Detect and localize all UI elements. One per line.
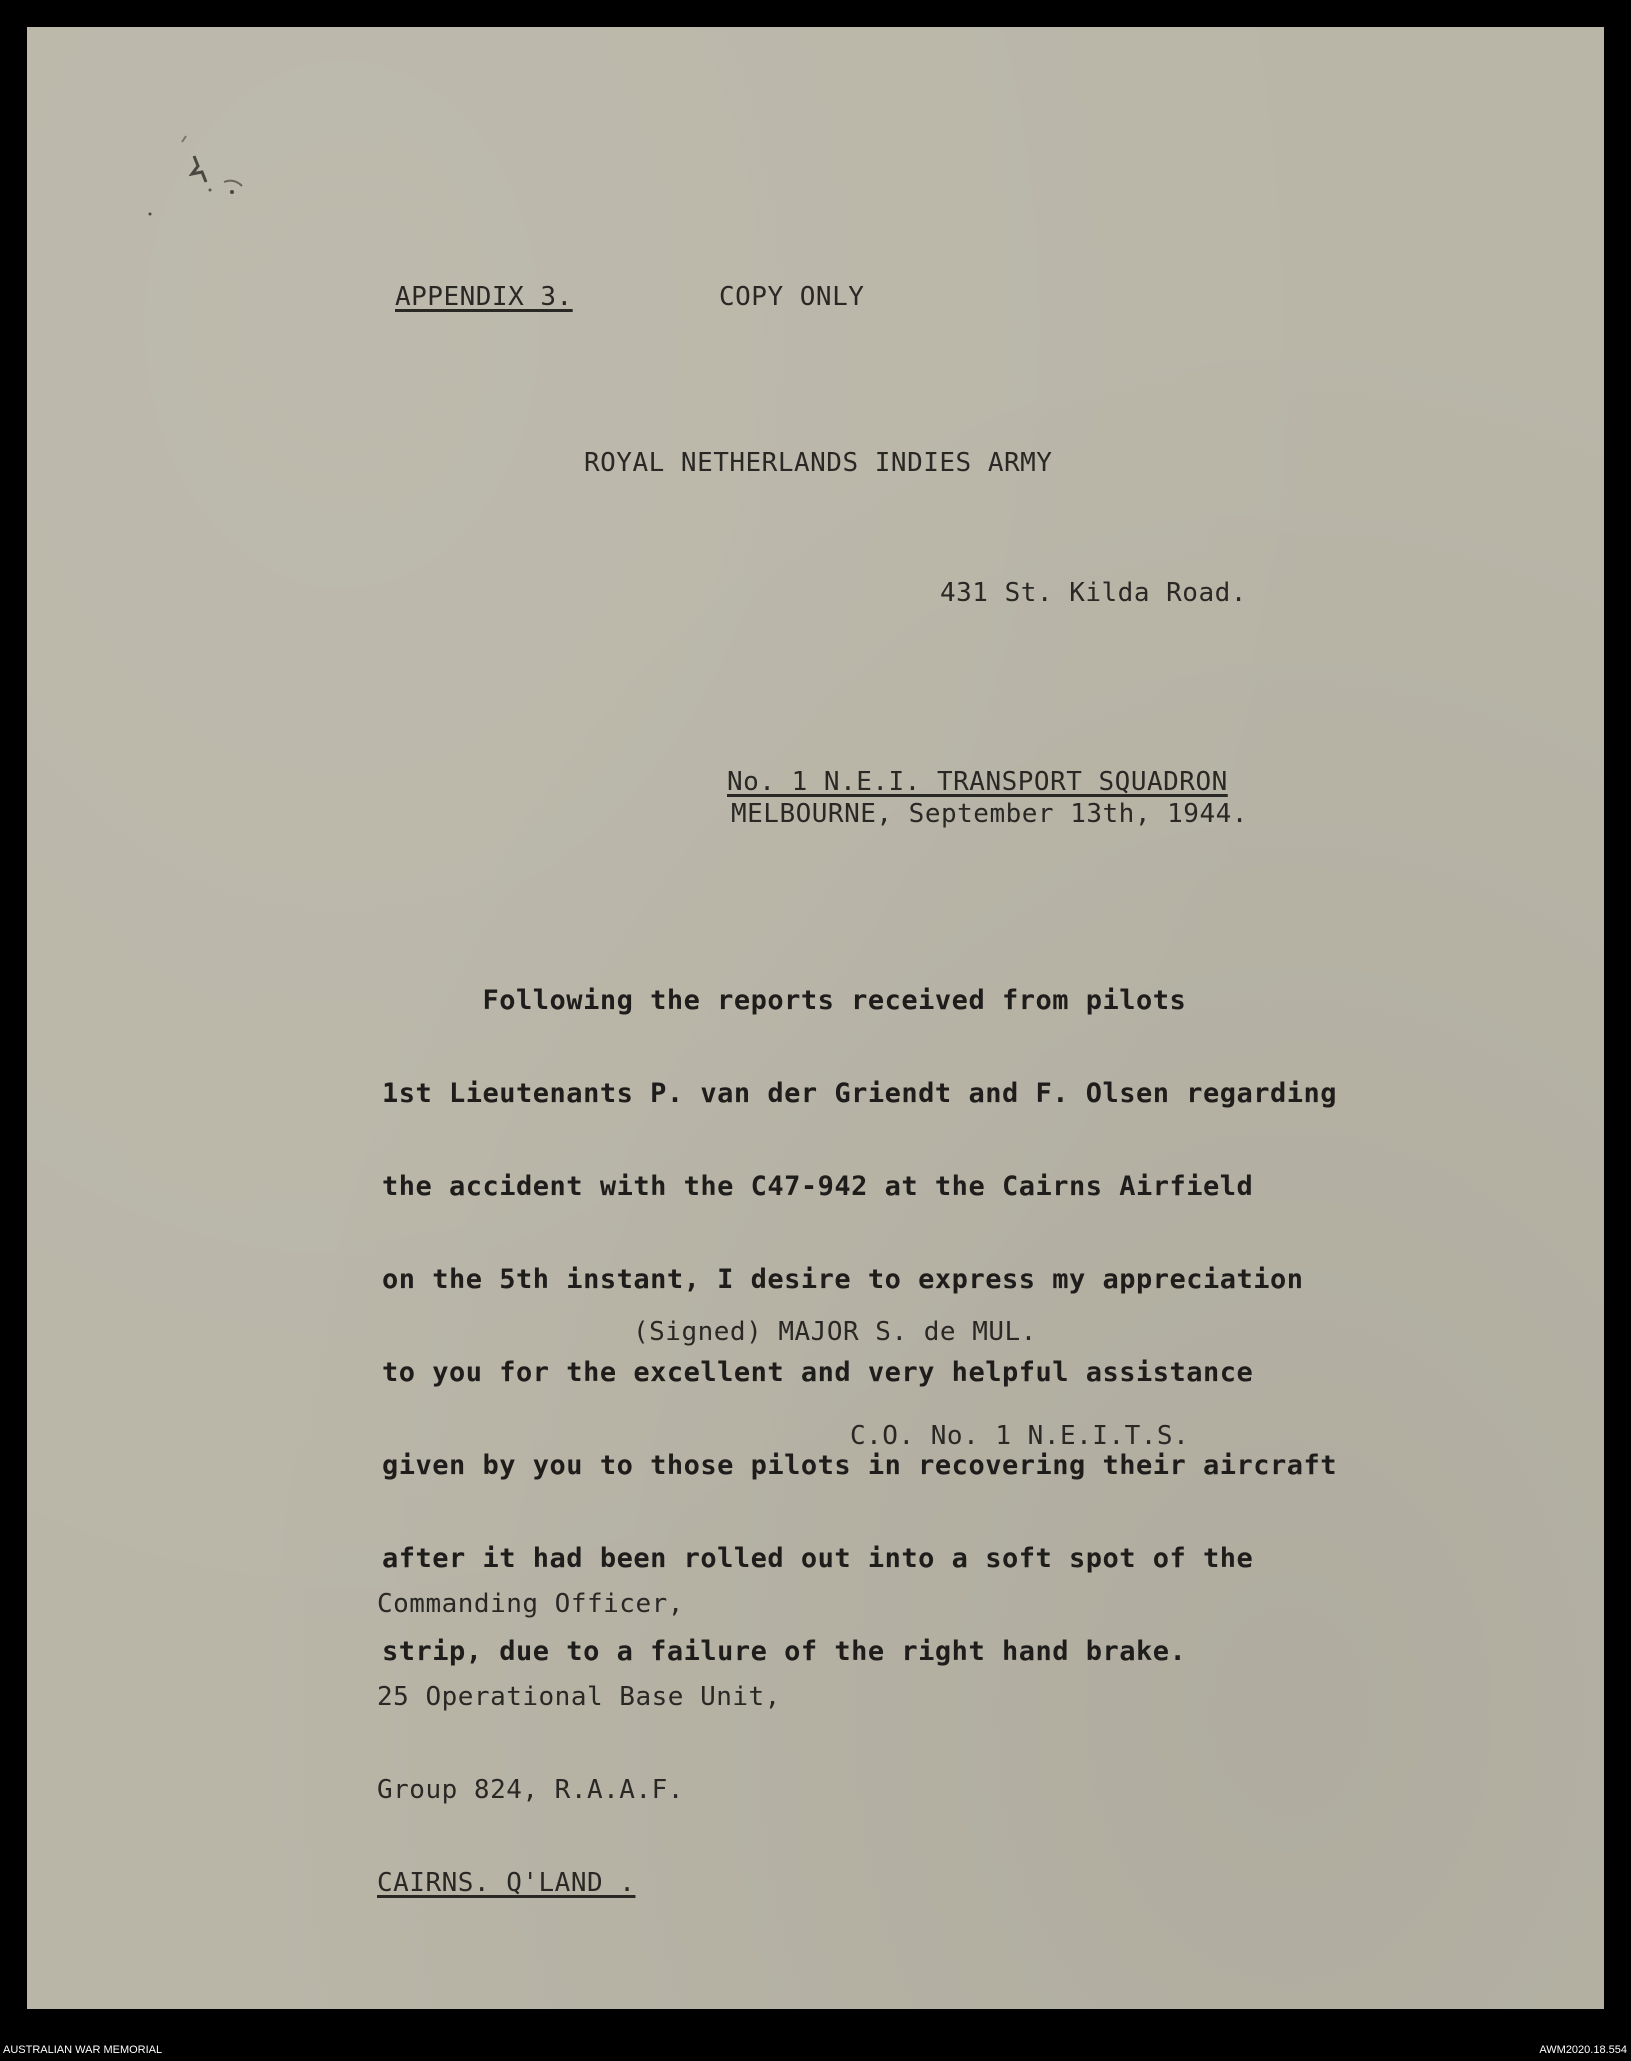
archive-name: AUSTRALIAN WAR MEMORIAL — [3, 2044, 163, 2056]
appendix-label: APPENDIX 3. — [395, 282, 573, 312]
addressee-block — [377, 1527, 781, 1961]
squadron-line: No. 1 N.E.I. TRANSPORT SQUADRON — [727, 767, 1228, 797]
body-line: on the 5th instant, I desire to express my appreciation — [382, 1264, 1304, 1295]
place-date-line: MELBOURNE, September 13th, 1944. — [731, 799, 1248, 829]
addressee-line: Group 824, R.A.A.F. — [377, 1775, 684, 1805]
body-line: strip, due to a failure of the right hand brake. — [382, 1636, 1187, 1667]
paper-damage-mark — [122, 122, 272, 222]
body-line: given by you to those pilots in recovering their aircraft — [382, 1450, 1338, 1481]
sender-address: 431 St. Kilda Road. — [940, 578, 1247, 608]
organisation-heading: ROYAL NETHERLANDS INDIES ARMY — [584, 448, 1053, 478]
document-page — [27, 27, 1604, 2009]
body-line: 1st Lieutenants P. van der Griendt and F. Olsen regarding — [382, 1078, 1338, 1109]
signatory-title: C.O. No. 1 N.E.I.T.S. — [850, 1421, 1190, 1451]
body-line: after it had been rolled out into a soft spot of the — [382, 1543, 1254, 1574]
body-line: to you for the excellent and very helpful assistance — [382, 1357, 1254, 1388]
signature-line: (Signed) MAJOR S. de MUL. — [633, 1317, 1037, 1347]
body-line: Following the reports received from pilots — [382, 985, 1187, 1016]
archive-reference: AWM2020.18.554 — [1539, 2044, 1627, 2056]
body-line: the accident with the C47-942 at the Cairns Airfield — [382, 1171, 1254, 1202]
addressee-line: 25 Operational Base Unit, — [377, 1682, 781, 1712]
addressee-city: CAIRNS. Q'LAND . — [377, 1868, 636, 1898]
copy-only-label: COPY ONLY — [719, 282, 865, 312]
addressee-line: Commanding Officer, — [377, 1589, 684, 1619]
